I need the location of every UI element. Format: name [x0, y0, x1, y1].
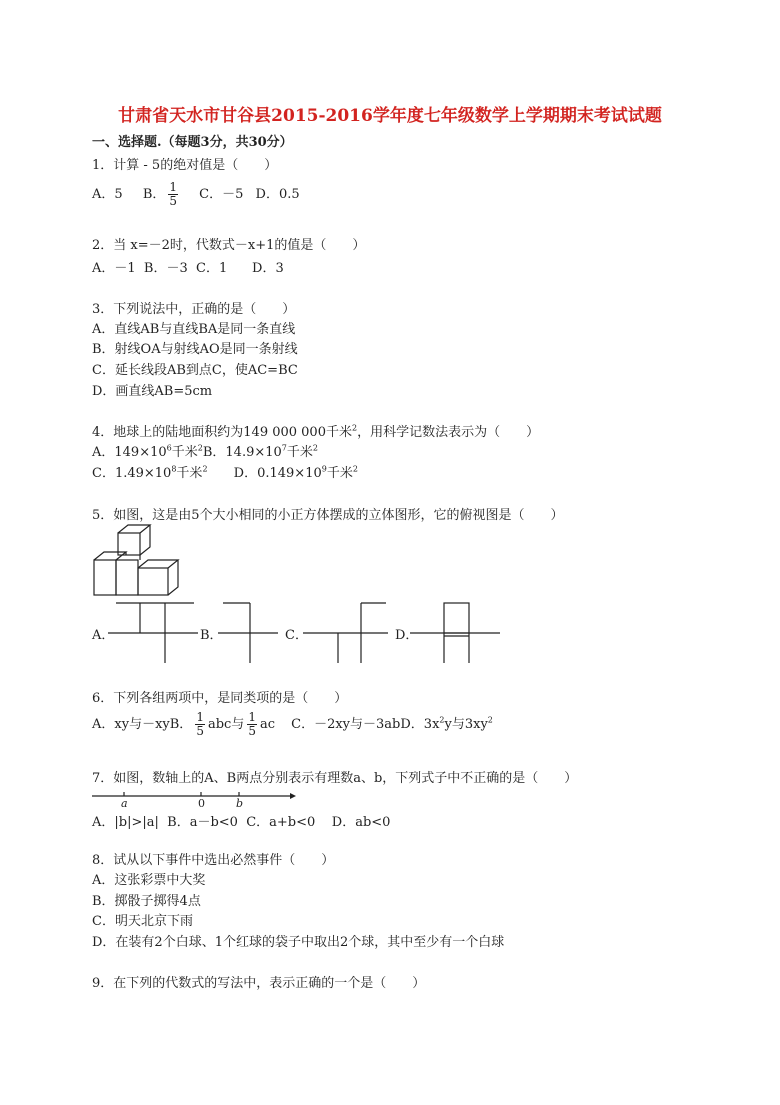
- question-3-stem: 3．下列说法中，正确的是（ ）: [92, 302, 296, 317]
- fraction: $\frac{1}{5}$: [169, 180, 178, 208]
- label-0: 0: [198, 797, 205, 810]
- option-b: B．射线OA与射线AO是同一条射线: [92, 342, 298, 357]
- option-d: D．$3x^2y$与$3xy^2$: [400, 715, 493, 732]
- option-a: A．xy与－xy: [92, 717, 170, 732]
- option-a: A．5: [92, 187, 123, 202]
- option-d: D．0.5: [255, 187, 300, 202]
- section-heading: 一、选择题.（每题3分，共30分）: [92, 135, 293, 150]
- question-7-options: A．|b|>|a| B．a－b<0 C．a+b<0 D．ab<0: [92, 815, 391, 830]
- question-6-stem: 6．下列各组两项中，是同类项的是（ ）: [92, 691, 348, 706]
- question-7-stem: 7．如图，数轴上的A、B两点分别表示有理数a、b，下列式子中不正确的是（ ）: [92, 771, 578, 786]
- option-d: D．画直线AB=5cm: [92, 384, 213, 399]
- q5-option-a-label: A．: [92, 628, 115, 643]
- question-2-options: A．－1 B．－3 C．1 D．3: [92, 261, 284, 276]
- question-1-stem: 1．计算 - 5的绝对值是（ ）: [92, 158, 278, 173]
- option-a: A．直线AB与直线BA是同一条直线: [92, 322, 296, 337]
- question-8-stem: 8．试从以下事件中选出必然事件（ ）: [92, 853, 335, 868]
- q5-option-d-label: D．: [395, 628, 419, 643]
- question-9-stem: 9．在下列的代数式的写法中，表示正确的一个是（ ）: [92, 976, 426, 991]
- q5-option-c-label: C．: [285, 628, 308, 643]
- label-a: a: [121, 797, 128, 810]
- option-d: D．$0.149\times 10^9$千米$^2$: [233, 464, 358, 481]
- option-c: C．－5: [199, 187, 244, 202]
- option-b: B．: [142, 187, 166, 202]
- arrow-head: [290, 793, 296, 799]
- option-c: C．$1.49\times 10^8$千米$^2$: [92, 464, 208, 481]
- page-title: 甘肃省天水市甘谷县2015-2016学年度七年级数学上学期期末考试试题: [118, 106, 662, 126]
- label-b: b: [236, 797, 244, 810]
- option-a: A．这张彩票中大奖: [92, 873, 206, 888]
- option-b: B．掷骰子掷得4点: [92, 894, 201, 909]
- option-b: B． $\frac{1}{5}$ abc与 $\frac{1}{5}$ ac: [169, 710, 275, 738]
- option-d: D．在装有2个白球、1个红球的袋子中取出2个球，其中至少有一个白球: [92, 935, 505, 950]
- option-a: A．$149\times 10^6$千米$^2$: [92, 443, 203, 460]
- q5-option-b-label: B．: [200, 628, 223, 643]
- question-5-stem: 5．如图，这是由5个大小相同的小正方体摆成的立体图形，它的俯视图是（ ）: [92, 508, 564, 523]
- option-c: C．明天北京下雨: [92, 914, 193, 929]
- question-2-stem: 2．当 x=－2时，代数式－x+1的值是（ ）: [92, 238, 366, 253]
- option-b: B．$14.9\times 10^7$千米$^2$: [202, 443, 318, 460]
- option-c: C．－2xy与－3ab: [291, 717, 401, 732]
- question-4-stem: 4．地球上的陆地面积约为149 000 000千米$^2$，用科学记数法表示为（ ）: [92, 423, 540, 440]
- option-c: C．延长线段AB到点C，使AC=BC: [92, 363, 298, 378]
